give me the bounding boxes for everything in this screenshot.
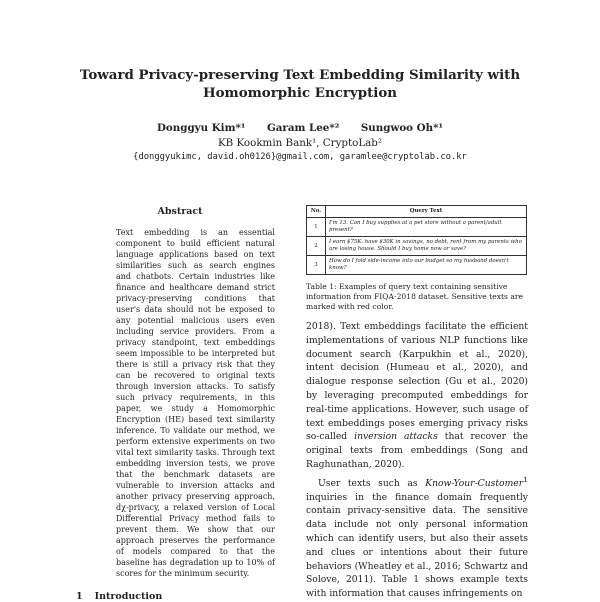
table-row xyxy=(307,218,527,237)
table-row xyxy=(307,256,527,275)
table-caption: Table 1: Examples of query text containing sensitive information from FIQA-2018 dataset. Sensitive texts are marked with red color. xyxy=(306,282,523,311)
table-cell-query: How do I fold side-income into our budget so my husband doesn't know? xyxy=(326,256,527,275)
paper-title xyxy=(0,66,600,102)
section-number: 1 xyxy=(76,591,83,602)
section-title: Introduction xyxy=(94,591,163,602)
author-list xyxy=(0,122,600,134)
table-cell-no: 2 xyxy=(307,237,326,256)
paragraph-1-emphasis: inversion attacks xyxy=(354,431,438,443)
author-2: Garam Lee*² xyxy=(266,122,340,134)
table-cell-query: I'm 13. Can I buy supplies at a pet store without a parent/adult present? xyxy=(326,218,527,237)
paragraph-2-emphasis: Know-Your-Customer xyxy=(425,477,524,489)
abstract-heading: Abstract xyxy=(157,206,203,217)
paragraph-2 xyxy=(306,473,528,601)
table-header-query: Query Text xyxy=(326,206,527,218)
paragraph-1-text: 2018). Text embeddings facilitate the efficient implementations of various NLP functions like document search (Karpukhin et al., 2020), intent decision (Humeau et al., 2020), and dialogue response selection (Gu et al., 2020) by leveraging precomputed embeddings for real-time applications. However, such usage of text embeddings poses emerging privacy risks so-called xyxy=(306,321,528,443)
author-emails: {donggyukimc, david.oh0126}@gmail.com, garamlee@cryptolab.co.kr xyxy=(133,152,467,162)
paragraph-2-start: User texts such as xyxy=(318,477,418,489)
paragraph-1-end: that recover the original texts from embeddings (Song and Raghunathan, 2020). xyxy=(306,431,529,470)
paragraph-2-end: inquiries in the finance domain frequently contain privacy-sensitive data. The sensitive data include not only personal information which can identify users, but also their assets and clues or intentions about their future behaviors (Wheatley et al., 2016; Schwartz and Solove, 2011). Table 1 shows example texts with information that causes infringements on xyxy=(306,491,528,600)
table-header-no: No. xyxy=(307,206,326,218)
table-cell-no: 3 xyxy=(307,256,326,275)
affiliations: KB Kookmin Bank¹, CryptoLab² xyxy=(217,137,383,149)
author-3: Sungwoo Oh*¹ xyxy=(360,122,443,134)
table-row xyxy=(307,237,527,256)
table-cell-no: 1 xyxy=(307,218,326,237)
table-cell-query: I earn $75K. have $30K in savings, no debt, rent from my parents who are losing house. Should I buy home now or save? xyxy=(326,237,527,256)
table-header-row xyxy=(307,206,527,218)
abstract-text: Text embedding is an essential component to build efficient natural language applications based on text similarities such as search engines and chatbots. Certain industries like finance and healthcare demand strict privacy-preserving conditions that user's data should not be exposed to any potential malicious users even including service providers. From a privacy standpoint, text embeddings seem impossible to be interpreted but there is still a privacy risk that they can be recovered to original texts through inversion attacks. To satisfy such privacy requirements, in this paper, we study a Homomorphic Encryption (HE) based text similarity inference. To validate our method, we perform extensive experiments on two vital text similarity tasks. Through text embedding inversion tests, we prove that the benchmark datasets are vulnerable to inversion attacks and another privacy preserving approach, dχ-privacy, a relaxed version of Local Differential Privacy method fails to prevent them. We show that our approach preserves the performance of models compared to that the baseline has degradation up to 10% of scores for the minimum security. xyxy=(116,228,275,578)
paragraph-1 xyxy=(306,320,528,472)
footnote-marker: 1 xyxy=(523,474,528,484)
title-line-2: Homomorphic Encryption xyxy=(202,85,398,101)
query-table xyxy=(306,205,527,275)
author-1: Donggyu Kim*¹ xyxy=(156,122,246,134)
title-line-1: Toward Privacy-preserving Text Embedding Similarity with xyxy=(79,67,521,83)
section-heading xyxy=(76,591,162,602)
body-text xyxy=(306,320,528,601)
